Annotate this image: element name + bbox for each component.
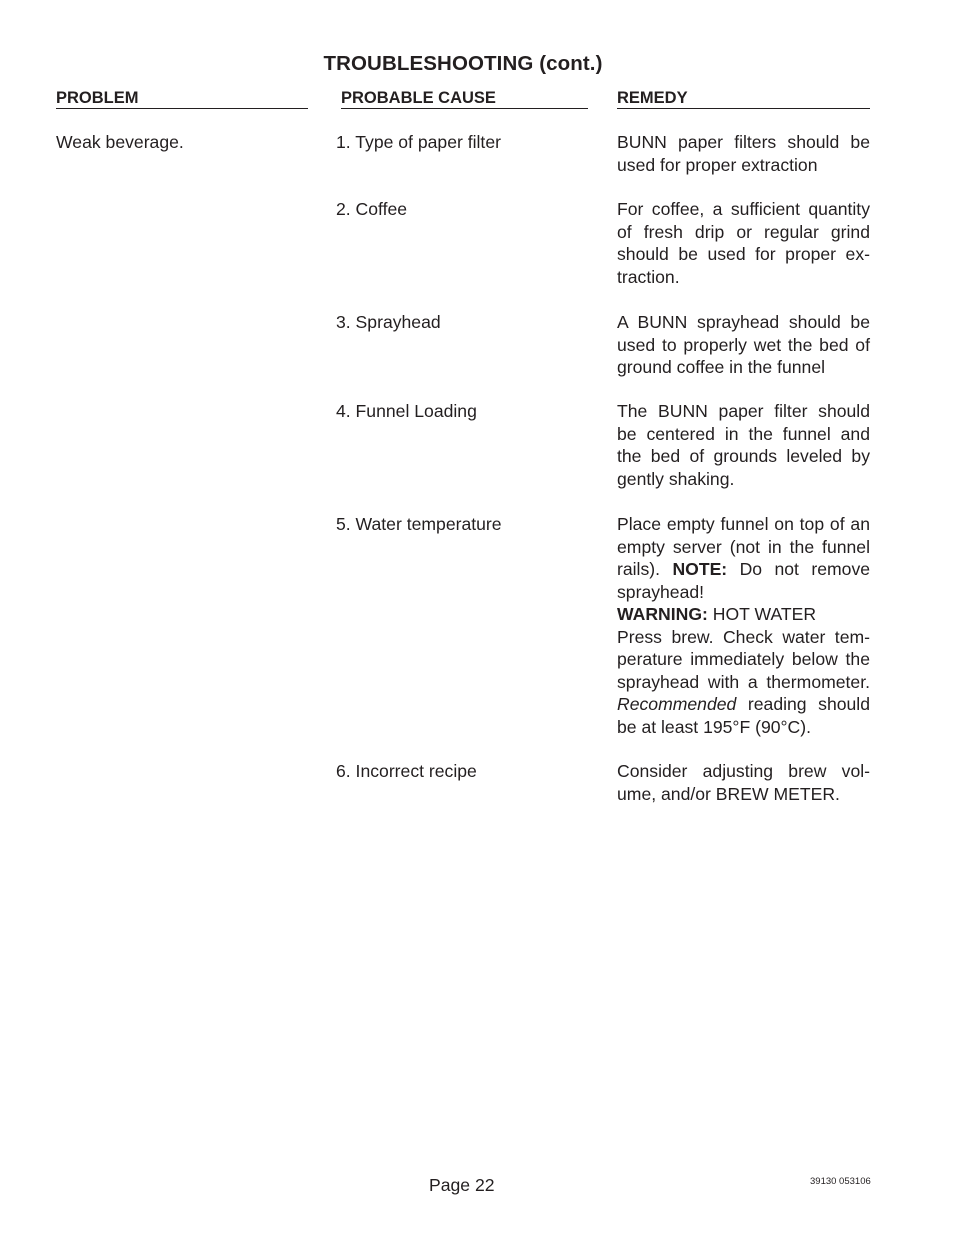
remedy-column-header: REMEDY bbox=[617, 89, 870, 109]
remedy-item-5 bbox=[617, 513, 870, 738]
problem-column-header: PROBLEM bbox=[56, 89, 308, 109]
note-label: NOTE: bbox=[672, 559, 728, 579]
cause-item-3: 3. Sprayhead bbox=[336, 312, 441, 332]
document-code: 39130 053106 bbox=[810, 1176, 871, 1187]
remedy-5-part1: Place empty funnel on top of an empty server (not in the funnel rails). bbox=[617, 514, 870, 579]
warning-label: WARNING: bbox=[617, 604, 708, 624]
cause-column-header: PROBABLE CAUSE bbox=[341, 89, 588, 109]
remedy-item-6: Consider adjusting brew vol-ume, and/or BREW METER. bbox=[617, 761, 870, 804]
recommended-italic: Recommended bbox=[617, 694, 737, 714]
cause-item-4: 4. Funnel Loading bbox=[336, 401, 477, 421]
remedy-item-3: A BUNN sprayhead should be used to properly wet the bed of ground coffee in the funnel bbox=[617, 312, 870, 377]
note-text: Do not remove sprayhead! bbox=[617, 559, 871, 602]
cause-item-2: 2. Coffee bbox=[336, 199, 408, 219]
cause-item-6: 6. Incorrect recipe bbox=[336, 761, 477, 781]
remedy-5-part2: Press brew. Check water tem-perature immediately below the sprayhead with a thermometer. bbox=[617, 626, 870, 692]
warning-text: HOT WATER bbox=[712, 604, 817, 624]
remedy-item-1: BUNN paper filters should be used for proper extraction bbox=[617, 132, 870, 175]
page-title: TROUBLESHOOTING (cont.) bbox=[323, 52, 603, 75]
cause-item-1: 1. Type of paper filter bbox=[336, 132, 501, 152]
remedy-item-2: For coffee, a sufficient quantity of fresh drip or regular grind should be used for proper ex-traction. bbox=[617, 199, 870, 287]
cause-item-5: 5. Water temperature bbox=[336, 514, 502, 534]
page-number: Page 22 bbox=[429, 1175, 495, 1195]
warning-line bbox=[617, 603, 870, 626]
remedy-item-4: The BUNN paper filter should be centered in the funnel and the bed of grounds leveled by gently shaking. bbox=[617, 401, 870, 489]
remedy-5-part3: reading should be at least 195°F (90°C). bbox=[617, 694, 870, 737]
problem-text: Weak beverage. bbox=[56, 132, 184, 152]
